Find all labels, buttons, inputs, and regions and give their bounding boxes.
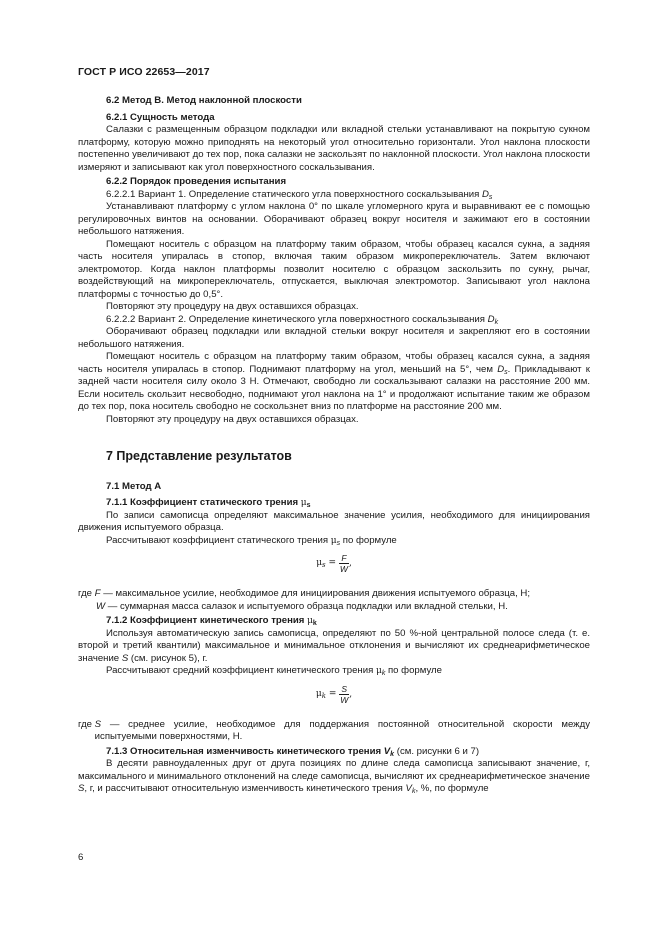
symbol-v: V (405, 783, 412, 794)
section-7-title: 7 Представление результатов (106, 449, 292, 463)
symbol-subscript: s (336, 539, 341, 547)
formula-subscript: k (321, 691, 326, 700)
formula-tail: , (348, 558, 352, 569)
symbol-d: D (497, 363, 505, 375)
text-run: (см. рисунок 5), г. (128, 652, 208, 664)
definition-symbol: F (94, 588, 101, 599)
symbol-subscript: k (494, 318, 499, 326)
definition-symbol: S (94, 718, 102, 730)
symbol-s: S (121, 652, 129, 664)
section-7-1-2-title (78, 615, 590, 628)
symbol-subscript: k (381, 670, 386, 677)
text-run: по формуле (385, 665, 442, 676)
paragraph: Повторяют эту процедуру на двух оставшихся образцах. (106, 301, 359, 312)
section-6-2-1-title: 6.2.1 Сущность метода (106, 111, 215, 123)
section-7-1-title: 7.1 Метод А (106, 480, 162, 492)
definition-text: — максимальное усилие, необходимое для инициирования движения испытуемого образца, Н; (100, 588, 531, 599)
paragraph: Устанавливают платформу с углом наклона 0° по шкале угломерного круга и выравнивают ее с помощью регулировочных винтов на основании. Оборачивают образец вокруг носителя и зажимают его в состоянии небольшого натяжения. (78, 201, 590, 237)
symbol-subscript: k (390, 750, 395, 758)
text-run: Помещают носитель с образцом на платформу таким образом, чтобы образец касался сукна, а задняя часть носителя упиралась в стопор. Поднимают платформу на угол, меньший на 5°, чем (78, 351, 590, 375)
formula-fraction (339, 684, 349, 705)
page-number: 6 (78, 852, 84, 863)
definition-lead: где (78, 588, 95, 599)
symbol-mu: μ (375, 666, 382, 676)
text-run: В десяти равноудаленных друг от друга позициях по длине следа самописца записывают значение, г, максимального и минимального отклонений на следе самописца, вычисляют их среднеарифметическое значение (78, 758, 590, 782)
definition-text: — среднее усилие, необходимое для поддержания постоянной относительной скорости между испытуемыми поверхностями, Н. (94, 718, 590, 742)
definition-body (96, 601, 590, 614)
heading-text: 7.1.2 Коэффициент кинетического трения (106, 615, 308, 626)
formula-tail: , (349, 688, 353, 699)
symbol-subscript: k (411, 788, 416, 795)
paragraph: Помещают носитель с образцом на платформу таким образом, чтобы образец касался сукна, а задняя часть носителя упиралась в стопор, включая таким образом микропереключатель. Затем включают электромотор. Когда наклон платформы позволит носителю с образцом заскользить по сукну, рычаг, воздействующий на микропереключатель, отпускается, выключая электромотор. Записывают угол наклона платформы с точностью до 0,5°. (78, 238, 590, 300)
formula-lhs (316, 689, 339, 699)
text-run: Рассчитывают коэффициент статического трения (106, 534, 331, 546)
section-6-2-title: 6.2 Метод В. Метод наклонной плоскости (106, 95, 302, 106)
formula-static-friction (78, 553, 590, 583)
formula-fraction (339, 553, 349, 574)
symbol-mu: μ (330, 535, 337, 546)
page-content (78, 93, 590, 796)
fraction-numerator: S (339, 684, 349, 695)
definition-symbol: W (96, 600, 106, 612)
section-7-1-1-title (78, 497, 590, 510)
symbol-d: D (481, 188, 489, 200)
heading-text: 6.2.2.1 Вариант 1. Определение статического угла поверхностного соскальзывания (106, 188, 482, 200)
symbol-subscript: s (488, 193, 493, 201)
section-6-2-2-2-heading (78, 314, 590, 327)
symbol-s: S (78, 783, 85, 794)
symbol-subscript: s (504, 368, 508, 376)
paragraph (78, 535, 590, 548)
text-run: . Прикладывают к задней части носителя силу около 3 Н. Отмечают, свободно ли соскальзывают салазки на расстояние 200 мм. Если носитель скользит несвободно, поднимают угол наклона на 1° и продолжают испытание таким же образом до тех пор, пока носитель свободно не соскользнет вниз по платформе на расстояние 200 мм. (78, 363, 590, 412)
formula-lhs (316, 558, 339, 568)
symbol-v: V (383, 745, 391, 757)
heading-text: 7.1.1 Коэффициент статического трения (106, 497, 301, 508)
section-6-2-2-1-heading (78, 189, 590, 202)
paragraph (78, 758, 590, 796)
text-run: , %, по формуле (415, 783, 489, 794)
text-run: Рассчитывают средний коэффициент кинетического трения (106, 665, 376, 676)
definition-lead: где (78, 718, 95, 730)
formula-equals: = (325, 558, 339, 569)
paragraph: По записи самописца определяют максимальное значение усилия, необходимого для инициирования движения испытуемого образца. (78, 509, 590, 533)
symbol-mu: μ (307, 616, 313, 626)
symbol-d: D (487, 313, 495, 325)
paragraph: Оборачивают образец подкладки или вкладной стельки вокруг носителя и закрепляют его в состоянии небольшого натяжения. (78, 326, 590, 350)
symbol-mu: μ (300, 498, 307, 508)
paragraph (78, 628, 590, 666)
heading-tail: (см. рисунки 6 и 7) (394, 745, 480, 757)
formula-symbol: μ (316, 558, 323, 569)
formula-symbol: μ (315, 688, 322, 699)
definition-body (95, 719, 590, 744)
paragraph: Повторяют эту процедуру на двух оставшихся образцах. (106, 413, 359, 425)
definition-text: — суммарная масса салазок и испытуемого образца подкладки или вкладной стельки, Н. (105, 600, 508, 612)
text-run: по формуле (340, 534, 397, 546)
document-code: ГОСТ Р ИСО 22653—2017 (78, 66, 210, 78)
section-6-2-1-text: Салазки с размещенным образцом подкладки или вкладной стельки устанавливают на покрытую сукном платформу, которую можно приподнять на некоторый угол относительно горизонтали. Угол наклона плоскости постепенно увеличивают до тех пор, пока салазки не заскользят по наклонной плоскости. Угол наклона плоскости измеряют и записывают как угол поверхностного соскальзывания. (78, 124, 590, 173)
section-6-2-2-title: 6.2.2 Порядок проведения испытания (106, 176, 287, 187)
text-run: , г, и рассчитывают относительную изменчивость кинетического трения (84, 783, 406, 794)
paragraph (78, 665, 590, 678)
paragraph (78, 351, 590, 414)
symbol-subscript: k (312, 620, 317, 627)
definition-s (78, 719, 590, 744)
symbol-subscript: s (306, 502, 311, 509)
fraction-numerator: F (339, 553, 349, 564)
formula-subscript: s (322, 561, 326, 570)
heading-text: 6.2.2.2 Вариант 2. Определение кинетического угла поверхностного соскальзывания (106, 313, 488, 325)
fraction-denominator: W (340, 694, 349, 705)
heading-text: 7.1.3 Относительная изменчивость кинетического трения (106, 745, 384, 757)
fraction-denominator: W (339, 564, 348, 574)
definition-body (95, 588, 590, 601)
text-run: Используя автоматическую запись самописца, определяют по 50 %-ной центральной полосе следа (т. е. второй и третий квантили) максимальное и минимальное отклонения и вычисляют их среднеарифметическое значение (78, 627, 590, 664)
formula-equals: = (325, 688, 340, 699)
section-7-1-3-title (78, 746, 590, 759)
formula-kinetic-friction (78, 684, 590, 714)
definition-w (78, 601, 590, 614)
definition-f (78, 588, 590, 601)
